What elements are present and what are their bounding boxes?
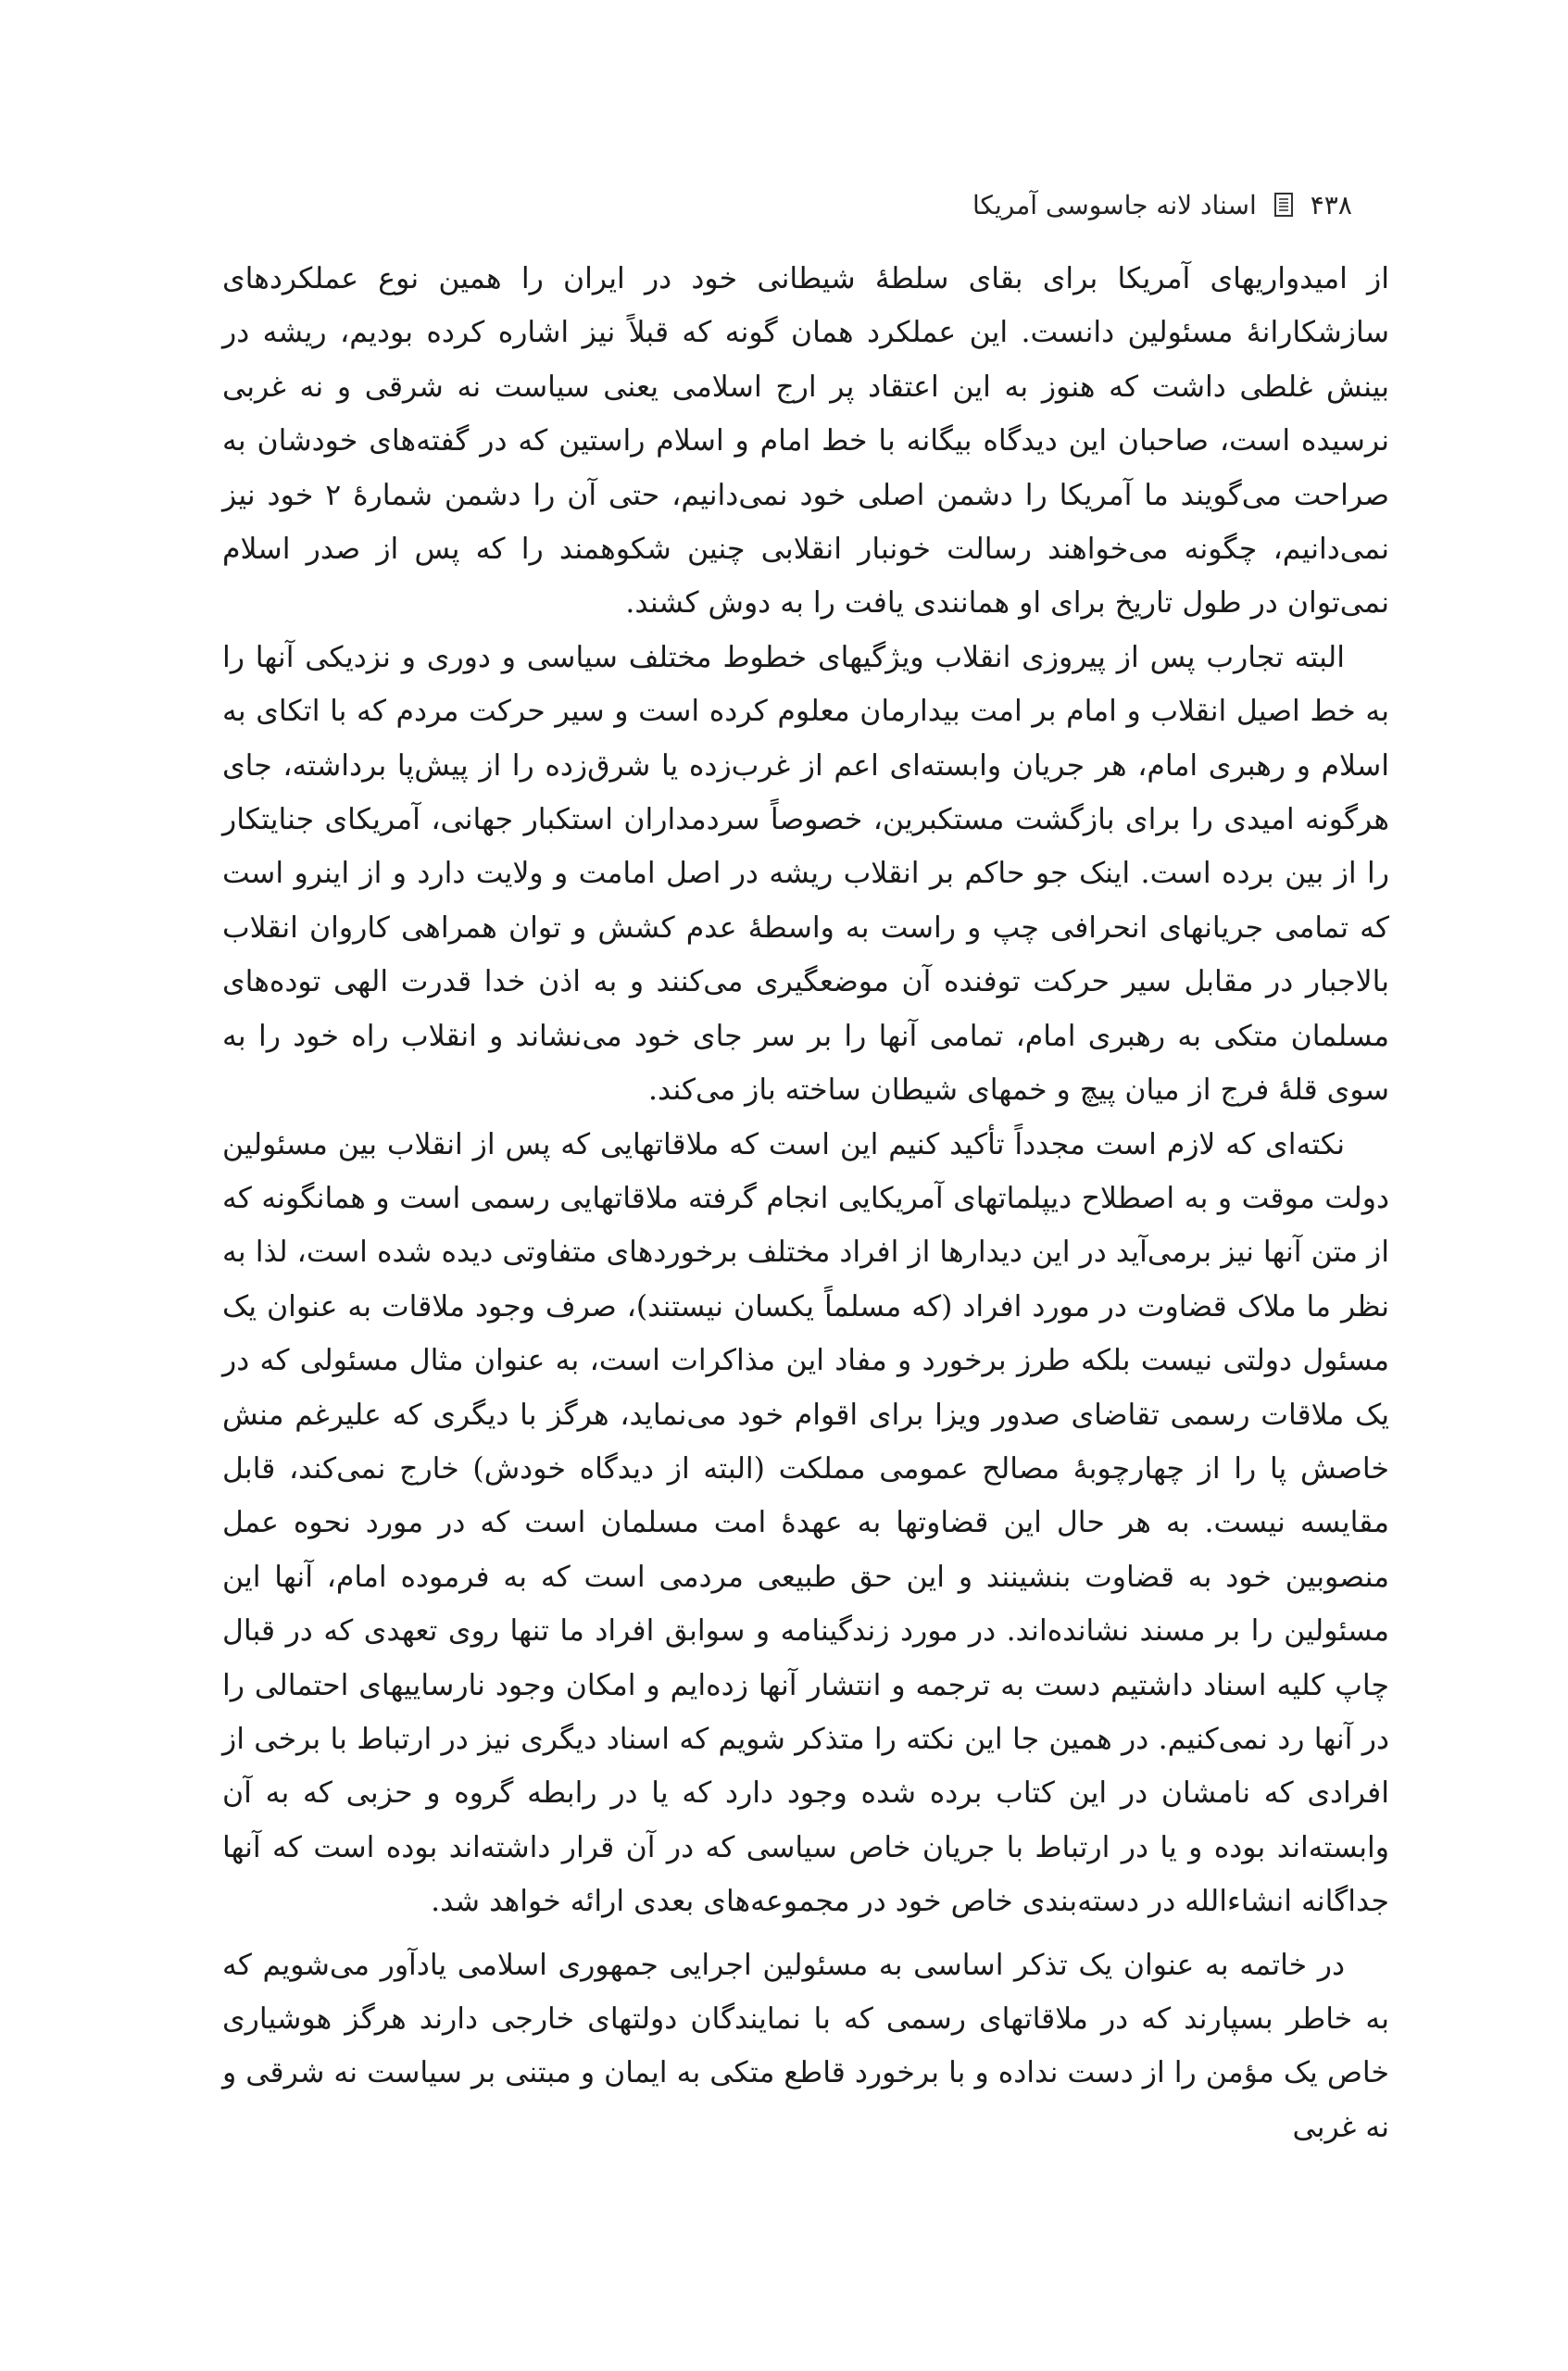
body-text xyxy=(222,252,1389,2160)
book-icon xyxy=(1273,193,1294,217)
paragraph-4: در خاتمه به عنوان یک تذکر اساسی به مسئولین اجرایی جمهوری اسلامی یادآور می‌شویم که به خاطر بسپارند که در ملاقاتهای رسمی که با نمایندگان دولتهای خارجی دارند هرگز هوشیاری خاص یک مؤمن را از دست نداده و با برخورد قاطع متکی به ایمان و مبتنی بر سیاست نه شرقی و نه غربی xyxy=(222,1948,1389,2144)
book-title: اسناد لانه جاسوسی آمریکا xyxy=(972,189,1257,220)
paragraph-1: از امیدواریهای آمریکا برای بقای سلطۀ شیطانی خود در ایران را همین نوع عملکردهای سازشکارانۀ مسئولین دانست. این عملکرد همان گونه که قبلاً نیز اشاره کرده بودیم، ریشه در بینش غلطی داشت که هنوز به این اعتقاد پر ارج اسلامی یعنی سیاست نه شرقی و نه غربی نرسیده است، صاحبان این دیدگاه بیگانه با خط امام و اسلام راستین که در گفته‌های خودشان به صراحت می‌گویند ما آمریکا را دشمن اصلی خود نمی‌دانیم، حتی آن را دشمن شمارۀ ۲ خود نیز نمی‌دانیم، چگونه می‌خواهند رسالت خونبار انقلابی چنین شکوهمند را که پس از صدر اسلام نمی‌توان در طول تاریخ برای او همانندی یافت را به دوش کشند. xyxy=(222,262,1389,621)
paragraph-2: البته تجارب پس از پیروزی انقلاب ویژگیهای خطوط مختلف سیاسی و دوری و نزدیکی آنها را به خط اصیل انقلاب و امام بر امت بیدارمان معلوم کرده است و سیر حرکت مردم که با اتکای به اسلام و رهبری امام، هر جریان وابسته‌ای اعم از غرب‌زده یا شرق‌زده را از پیش‌پا برداشته، جای هرگونه امیدی را برای بازگشت مستکبرین، خصوصاً سردمداران استکبار جهانی، آمریکای جنایتکار را از بین برده است. اینک جو حاکم بر انقلاب ریشه در اصل امامت و ولایت دارد و از اینرو است که تمامی جریانهای انحرافی چپ و راست به واسطۀ عدم کشش و توان همراهی کاروان انقلاب بالاجبار در مقابل سیر حرکت توفنده آن موضعگیری می‌کنند و به اذن خدا قدرت الهی توده‌های مسلمان متکی به رهبری امام، تمامی آنها را بر سر جای خود می‌نشاند و انقلاب راه خود را به سوی قلۀ فرج از میان پیچ و خمهای شیطان ساخته باز می‌کند. xyxy=(222,640,1389,1108)
page-number: ۴۳۸ xyxy=(1310,189,1352,220)
paragraph-3: نکته‌ای که لازم است مجدداً تأکید کنیم این است که ملاقاتهایی که پس از انقلاب بین مسئولین دولت موقت و به اصطلاح دیپلماتهای آمریکایی انجام گرفته ملاقاتهایی رسمی است و همانگونه که از متن آنها نیز برمی‌آید در این دیدارها از افراد مختلف برخوردهای متفاوتی دیده شده است، لذا به نظر ما ملاک قضاوت در مورد افراد (که مسلماً یکسان نیستند)، صرف وجود ملاقات به عنوان یک مسئول دولتی نیست بلکه طرز برخورد و مفاد این مذاکرات است، به عنوان مثال مسئولی که در یک ملاقات رسمی تقاضای صدور ویزا برای اقوام خود می‌نماید، هرگز با دیگری که علیرغم منش خاصش پا را از چهارچوبۀ مصالح عمومی مملکت (البته از دیدگاه خودش) خارج نمی‌کند، قابل مقایسه نیست. به هر حال این قضاوتها به عهدۀ امت مسلمان است که در مورد نحوه عمل منصوبین خود به قضاوت بنشینند و این حق طبیعی مردمی است که به فرموده امام، آنها این مسئولین را بر مسند نشانده‌اند. در مورد زندگینامه و سوابق افراد ما تنها روی تعهدی که در قبال چاپ کلیه اسناد داشتیم دست به ترجمه و انتشار آنها زده‌ایم و امکان وجود نارساییهای احتمالی را در آنها رد نمی‌کنیم. در همین جا این نکته را متذکر شویم که اسناد دیگری نیز در ارتباط با برخی از افرادی که نامشان در این کتاب برده شده وجود دارد که یا در رابطه گروه و حزبی که به آن وابسته‌اند بوده و یا در ارتباط با جریان خاص سیاسی که در آن قرار داشته‌اند بوده است که آنها جداگانه انشاءالله در دسته‌بندی خاص خود در مجموعه‌های بعدی ارائه خواهد شد. xyxy=(222,1127,1389,1919)
running-header xyxy=(972,181,1385,229)
